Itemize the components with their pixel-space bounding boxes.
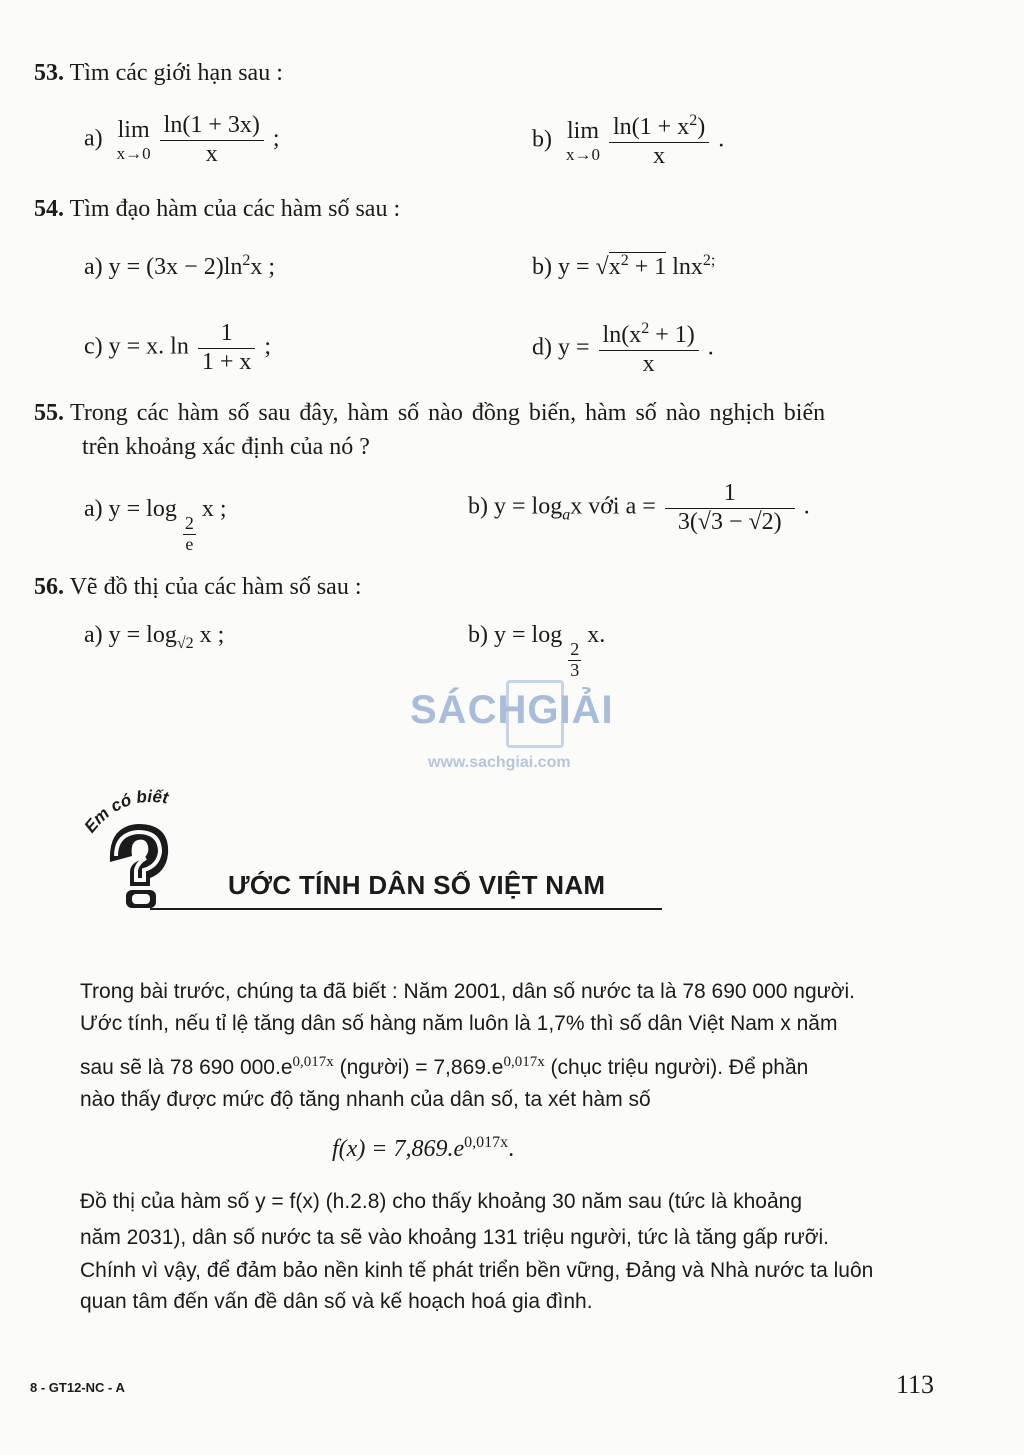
log-base (568, 640, 581, 681)
exercise-55a (84, 496, 227, 555)
exercise-number: 53. (34, 60, 64, 86)
expr-part: a) y = (3x − 2)ln (84, 254, 243, 280)
para-line: Chính vì vậy, để đảm bảo nền kinh tế phát triển bền vững, Đảng và Nhà nước ta luôn (80, 1259, 874, 1282)
exercise-54-heading (34, 196, 400, 223)
num-part: + 1) (649, 322, 695, 348)
separator: . (718, 126, 725, 153)
exercise-number: 55. (34, 400, 64, 426)
expr-part: b) y = log (468, 622, 563, 648)
denominator: 1 + x (201, 348, 252, 375)
exercise-54c (84, 320, 271, 376)
para-line (80, 1046, 938, 1084)
num-part: ) (697, 114, 706, 140)
para-part: (người) = 7,869.e (333, 1056, 504, 1079)
watermark-logo (410, 680, 620, 744)
exercise-56a (84, 622, 224, 653)
watermark-text: SÁCHGIẢI (410, 688, 614, 732)
denominator: x (642, 350, 655, 377)
exercise-number: 54. (34, 196, 64, 222)
radicand (609, 252, 667, 280)
para-part: (chục triệu người). Để phần (544, 1056, 809, 1079)
exercise-54d (532, 320, 714, 378)
para-sup: 0,017x (292, 1054, 334, 1070)
box-title: ƯỚC TÍNH DÂN SỐ VIỆT NAM (228, 870, 606, 900)
exercise-53-heading (34, 60, 283, 87)
expr-part: x với a = (570, 493, 662, 520)
separator: . (803, 493, 810, 520)
exercise-title: Tìm đạo hàm của các hàm số sau : (69, 196, 401, 222)
expr-part: b) y = (532, 254, 596, 280)
lim-text: lim (117, 116, 150, 143)
exercise-53a (84, 112, 280, 168)
num-part: ln(1 + x (613, 114, 690, 140)
expr-part: x. (587, 622, 606, 648)
exercise-number: 56. (34, 574, 64, 600)
num-sup: 2 (641, 320, 650, 337)
base-num: 2 (184, 513, 194, 534)
base-den: e (185, 534, 194, 554)
base-num: 2 (570, 639, 580, 660)
rad-sup: 2 (620, 252, 629, 269)
item-label: b) (532, 126, 552, 153)
para-part: sau sẽ là 78 690 000.e (80, 1056, 293, 1079)
para-line: Trong bài trước, chúng ta đã biết : Năm 2001, dân số nước ta là 78 690 000 người. (80, 980, 855, 1003)
formula (332, 1134, 514, 1163)
exercise-56b (468, 622, 605, 681)
denominator: 3(√3 − √2) (677, 508, 782, 535)
num-part: ln(x (602, 322, 642, 348)
para-sup: 0,017x (503, 1054, 545, 1070)
expr-part: b) y = log (468, 493, 563, 520)
fraction (609, 112, 709, 170)
exercise-54a (84, 252, 275, 281)
watermark-url: www.sachgiai.com (428, 754, 571, 771)
denominator: x (653, 142, 666, 169)
expr-sup: 2 (702, 252, 711, 269)
limit (566, 118, 600, 165)
expr-part: x ; (201, 496, 227, 522)
exercise-55-line2: trên khoảng xác định của nó ? (82, 434, 370, 460)
expr-part: d) y = (532, 334, 596, 361)
paragraph-1 (80, 976, 938, 1116)
numerator: 1 (198, 320, 256, 349)
lim-sub: x→0 (116, 143, 151, 163)
exercise-title: Trong các hàm số sau đây, hàm số nào đồng biến, hàm số nào nghịch biến (70, 400, 826, 426)
did-you-know-badge (80, 782, 200, 912)
exercise-title: Tìm các giới hạn sau : (69, 60, 283, 86)
expr-part: a) y = log (84, 622, 177, 648)
separator: ; (264, 333, 272, 360)
expr-sup: 2 (242, 252, 251, 269)
para-line: quan tâm đến vấn đề dân số và kế hoạch hoá gia đình. (80, 1290, 593, 1313)
lim-text: lim (566, 117, 599, 144)
sqrt-sign: √ (595, 254, 609, 280)
para-line: Đồ thị của hàm số y = f(x) (h.2.8) cho thấy khoảng 30 năm sau (tức là khoảng (80, 1190, 803, 1213)
rad-part: x (608, 254, 621, 280)
footer-code: 8 - GT12-NC - A (30, 1380, 125, 1395)
numerator: 1 (665, 480, 795, 509)
expr-part: lnx (666, 254, 703, 280)
expr-part: c) y = x. ln (84, 333, 189, 360)
formula-part: f(x) = 7,869.e (332, 1136, 465, 1162)
question-mark-icon (80, 782, 200, 912)
separator: ; (272, 125, 280, 152)
exercise-54b (532, 252, 715, 281)
paragraph-2 (80, 1184, 938, 1318)
page-number: 113 (896, 1370, 935, 1399)
para-line: Ước tính, nếu tỉ lệ tăng dân số hàng năm luôn là 1,7% thì số dân Việt Nam x năm (80, 1012, 838, 1035)
denominator: x (205, 140, 218, 167)
exercise-55-heading (34, 400, 825, 427)
expr-part: a) y = log (84, 496, 177, 522)
log-base (183, 514, 196, 555)
expr-part: x ; (193, 622, 225, 648)
exercise-55b (468, 480, 810, 536)
para-line: năm 2031), dân số nước ta sẽ vào khoảng 131 triệu người, tức là tăng gấp rưỡi. (80, 1226, 829, 1249)
formula-sup: 0,017x (464, 1134, 509, 1151)
numerator (599, 320, 699, 351)
item-label: a) (84, 125, 103, 152)
fraction (665, 480, 795, 536)
base-den: 3 (570, 660, 580, 680)
expr-part: x ; (250, 254, 276, 280)
numerator: ln(1 + 3x) (160, 112, 264, 141)
formula-part: . (508, 1136, 515, 1162)
rad-part: + 1 (628, 254, 667, 280)
badge-text: Em có biết (80, 786, 170, 837)
exercise-53b (532, 112, 724, 170)
limit (117, 117, 151, 164)
exercise-title: Vẽ đồ thị của các hàm số sau : (69, 574, 362, 600)
para-line: nào thấy được mức độ tăng nhanh của dân số, ta xét hàm số (80, 1088, 651, 1111)
log-base: a (562, 506, 571, 524)
fraction (160, 112, 264, 168)
exercise-56-heading (34, 574, 361, 601)
numerator (609, 112, 709, 143)
separator: . (707, 334, 714, 361)
num-sup: 2 (689, 112, 698, 129)
log-base: √2 (176, 634, 194, 652)
fraction (198, 320, 256, 376)
separator: ; (710, 252, 716, 269)
lim-sub: x→0 (566, 144, 600, 164)
fraction (599, 320, 699, 378)
title-rule (150, 908, 662, 910)
